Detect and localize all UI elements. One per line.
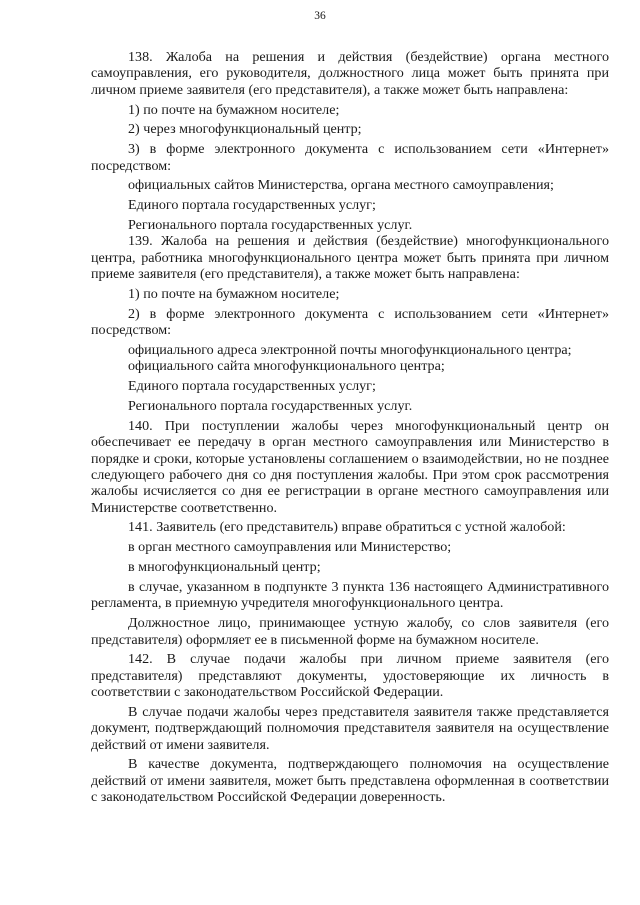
list-item: Единого портала государственных услуг; [128,378,376,395]
page-number: 36 [314,10,326,22]
paragraph: 140. При поступлении жалобы через многофункциональный центр он обеспечивает ее передачу в орган местного самоуправления или Министерство в порядке и сроки, которые установлены соглашением о взаимодействии, но не позднее следующего рабочего дня со дня поступления жалобы. При этом срок рассмотрения жалобы исчисляется со дня ее регистрации в органе местного самоуправления или Министерстве соответственно. [91,417,609,516]
paragraph: 2) через многофункциональный центр; [128,121,362,138]
list-item: официального адреса электронной почты многофункционального центра; [128,342,572,358]
paragraph: 1) по почте на бумажном носителе; [128,101,340,118]
list-item: официальных сайтов Министерства, органа местного самоуправления; [128,177,554,194]
list-item: Регионального портала государственных услуг. [128,398,413,415]
list-item: в орган местного самоуправления или Министерство; [128,539,452,556]
paragraph: 3) в форме электронного документа с использованием сети «Интернет» посредством: [91,141,609,174]
paragraph: Должностное лицо, принимающее устную жалобу, со слов заявителя (его представителя) оформляет ее в письменной форме на бумажном носителе. [91,615,609,648]
paragraph: 139. Жалоба на решения и действия (бездействие) многофункционального центра, работника многофункционального центра может быть принята при личном приеме заявителя (его представителя), а также может быть направлена: [91,233,609,283]
list-item: Регионального портала государственных услуг. [128,217,413,234]
paragraph: В случае подачи жалобы через представителя заявителя также представляется документ, подтверждающий полномочия представителя заявителя на осуществление действий от имени заявителя. [91,703,609,753]
paragraph: 141. Заявитель (его представитель) вправе обратиться с устной жалобой: [128,519,566,536]
paragraph: в случае, указанном в подпункте 3 пункта 136 настоящего Административного регламента, в приемную учредителя многофункционального центра. [91,578,609,612]
document-body [91,49,609,805]
list-item: официального сайта многофункционального центра; [128,358,445,375]
paragraph: 2) в форме электронного документа с использованием сети «Интернет» посредством: [91,305,609,339]
paragraph: 138. Жалоба на решения и действия (бездействие) органа местного самоуправления, его руководителя, должностного лица может быть принята при личном приеме заявителя (его представителя), а также может быть направлена: [91,49,609,98]
paragraph: 1) по почте на бумажном носителе; [128,285,340,302]
paragraph: В качестве документа, подтверждающего полномочия на осуществление действий от имени заявителя, может быть представлена оформленная в соответствии с законодательством Российской Федерации доверенность. [91,756,609,806]
paragraph: 142. В случае подачи жалобы при личном приеме заявителя (его представителя) представляют документы, удостоверяющие их личность в соответствии с законодательством Российской Федерации. [91,651,609,701]
list-item: в многофункциональный центр; [128,559,321,576]
list-item: Единого портала государственных услуг; [128,197,376,214]
